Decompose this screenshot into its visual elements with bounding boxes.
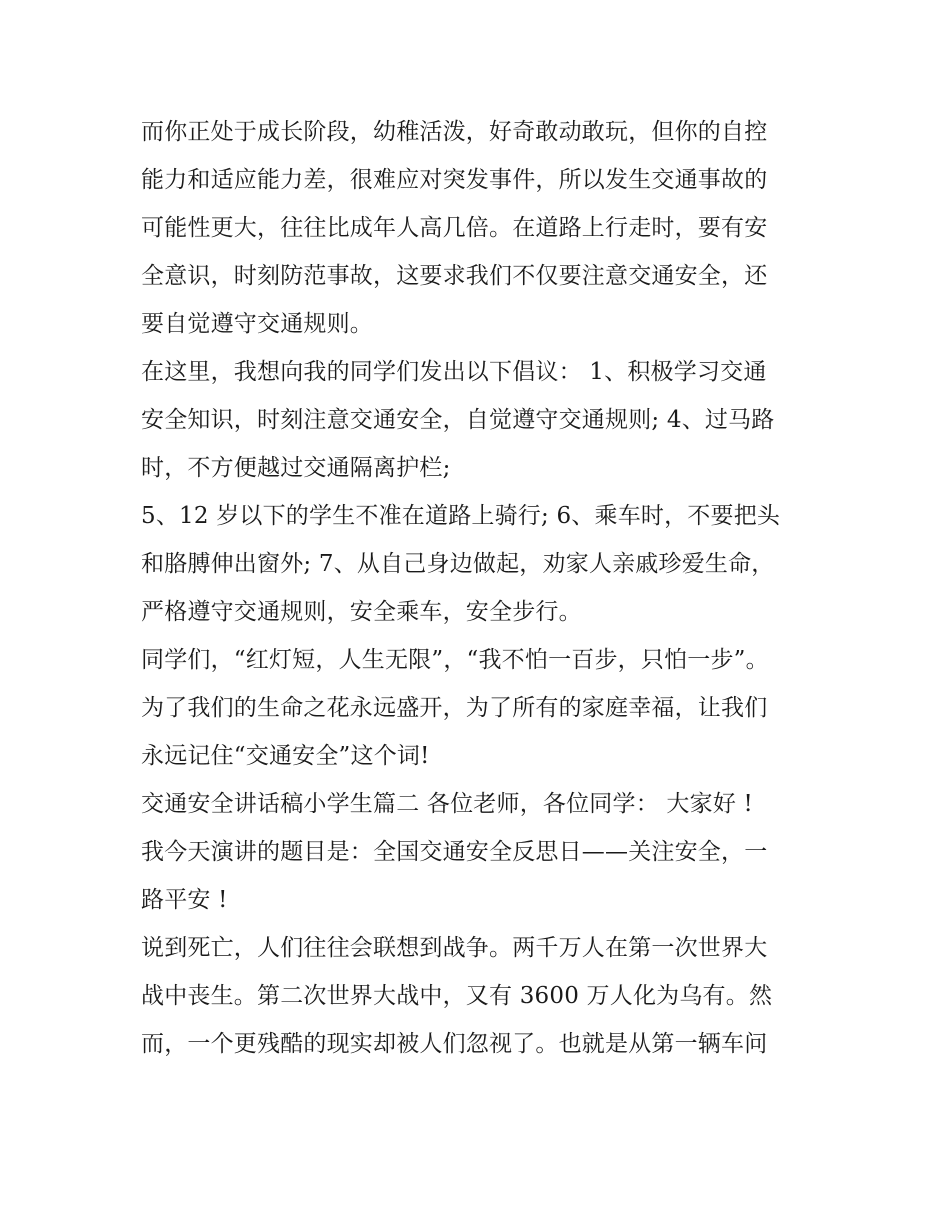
text-line: 永远记住“交通安全”这个词! [141,743,430,769]
text-line: 全意识，时刻防范事故，这要求我们不仅要注意交通安全，还 [141,263,768,289]
text-line: 5、12 岁以下的学生不准在道路上骑行; 6、乘车时，不要把头 [141,503,781,529]
text-line: 路平安 ! [141,887,228,913]
document-body [141,108,813,1068]
text-line: 我今天演讲的题目是：全国交通安全反思日——关注安全，一 [141,839,768,865]
text-line: 同学们，“红灯短，人生无限”，“我不怕一百步，只怕一步”。 [141,647,769,673]
text-line: 在这里，我想向我的同学们发出以下倡议： 1、积极学习交通 [141,359,767,385]
text-line: 而，一个更残酷的现实却被人们忽视了。也就是从第一辆车问 [141,1031,768,1057]
text-line: 要自觉遵守交通规则。 [141,311,373,337]
text-line: 为了我们的生命之花永远盛开，为了所有的家庭幸福，让我们 [141,695,768,721]
text-line: 可能性更大，往往比成年人高几倍。在道路上行走时，要有安 [141,215,768,241]
text-line: 时，不方便越过交通隔离护栏; [141,455,451,481]
text-line: 而你正处于成长阶段，幼稚活泼，好奇敢动敢玩，但你的自控 [141,119,768,145]
text-line: 能力和适应能力差，很难应对突发事件，所以发生交通事故的 [141,167,768,193]
text-line: 安全知识，时刻注意交通安全，自觉遵守交通规则; 4、过马路 [141,407,775,433]
text-line: 战中丧生。第二次世界大战中，又有 3600 万人化为乌有。然 [141,983,773,1009]
text-line: 和胳膊伸出窗外; 7、从自己身边做起，劝家人亲戚珍爱生命， [141,551,775,577]
text-line: 严格遵守交通规则，安全乘车，安全步行。 [141,599,582,625]
text-line: 交通安全讲话稿小学生篇二 各位老师，各位同学： 大家好 ! [141,791,753,817]
text-line: 说到死亡，人们往往会联想到战争。两千万人在第一次世界大 [141,935,768,961]
